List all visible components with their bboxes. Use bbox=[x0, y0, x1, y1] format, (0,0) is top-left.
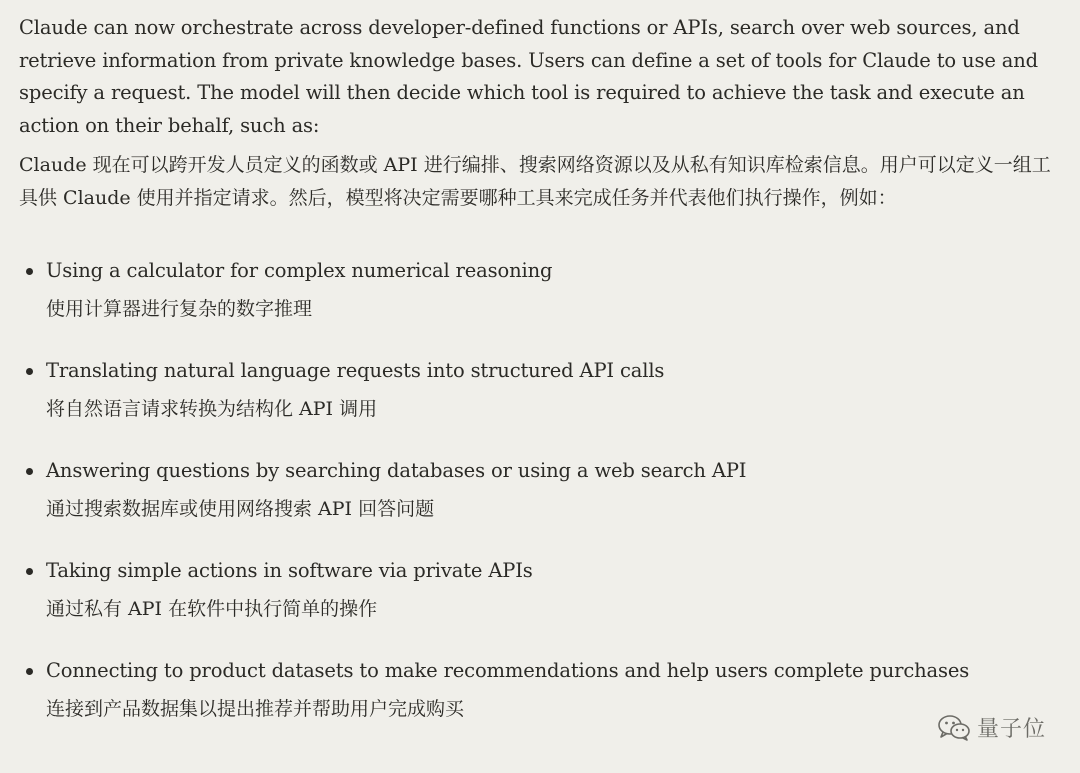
list-item-zh: 通过私有 API 在软件中执行简单的操作 bbox=[46, 598, 378, 620]
list-item-en: Translating natural language requests into structured API calls bbox=[46, 359, 665, 382]
bullet-icon bbox=[26, 368, 33, 375]
list-item bbox=[19, 453, 1069, 553]
list-item-zh: 连接到产品数据集以提出推荐并帮助用户完成购买 bbox=[46, 698, 465, 720]
bullet-icon bbox=[26, 268, 33, 275]
bullet-icon bbox=[26, 668, 33, 675]
watermark-text: 量子位 bbox=[976, 717, 1046, 742]
list-item-en: Using a calculator for complex numerical reasoning bbox=[46, 259, 553, 282]
watermark bbox=[937, 712, 1046, 743]
list-item-en: Connecting to product datasets to make recommendations and help users complete purchases bbox=[46, 659, 970, 682]
list-item-zh: 将自然语言请求转换为结构化 API 调用 bbox=[46, 398, 378, 420]
intro-paragraph-en: Claude can now orchestrate across developer-defined functions or APIs, search over web sources, and retrieve information from private knowledge bases. Users can define a set of tools for Claude to use and specify a request. The model will then decide which tool is required to achieve the task and execute an action on their behalf, such as: bbox=[19, 16, 1038, 137]
wechat-icon bbox=[937, 714, 971, 742]
list-item bbox=[19, 253, 1069, 353]
list-item bbox=[19, 653, 1069, 753]
article-body bbox=[19, 12, 1069, 753]
intro-paragraph-zh: Claude 现在可以跨开发人员定义的函数或 API 进行编排、搜索网络资源以及从私有知识库检索信息。用户可以定义一组工具供 Claude 使用并指定请求。然后，模型将决定需要哪种工具来完成任务并代表他们执行操作，例如： bbox=[19, 154, 1051, 209]
list-item bbox=[19, 553, 1069, 653]
bullet-icon bbox=[26, 468, 33, 475]
list-item-zh: 通过搜索数据库或使用网络搜索 API 回答问题 bbox=[46, 498, 435, 520]
list-item bbox=[19, 353, 1069, 453]
bullet-icon bbox=[26, 568, 33, 575]
list-item-en: Taking simple actions in software via private APIs bbox=[46, 559, 533, 582]
list-item-zh: 使用计算器进行复杂的数字推理 bbox=[46, 298, 313, 320]
capability-list bbox=[19, 253, 1069, 753]
list-item-en: Answering questions by searching databases or using a web search API bbox=[46, 459, 747, 482]
